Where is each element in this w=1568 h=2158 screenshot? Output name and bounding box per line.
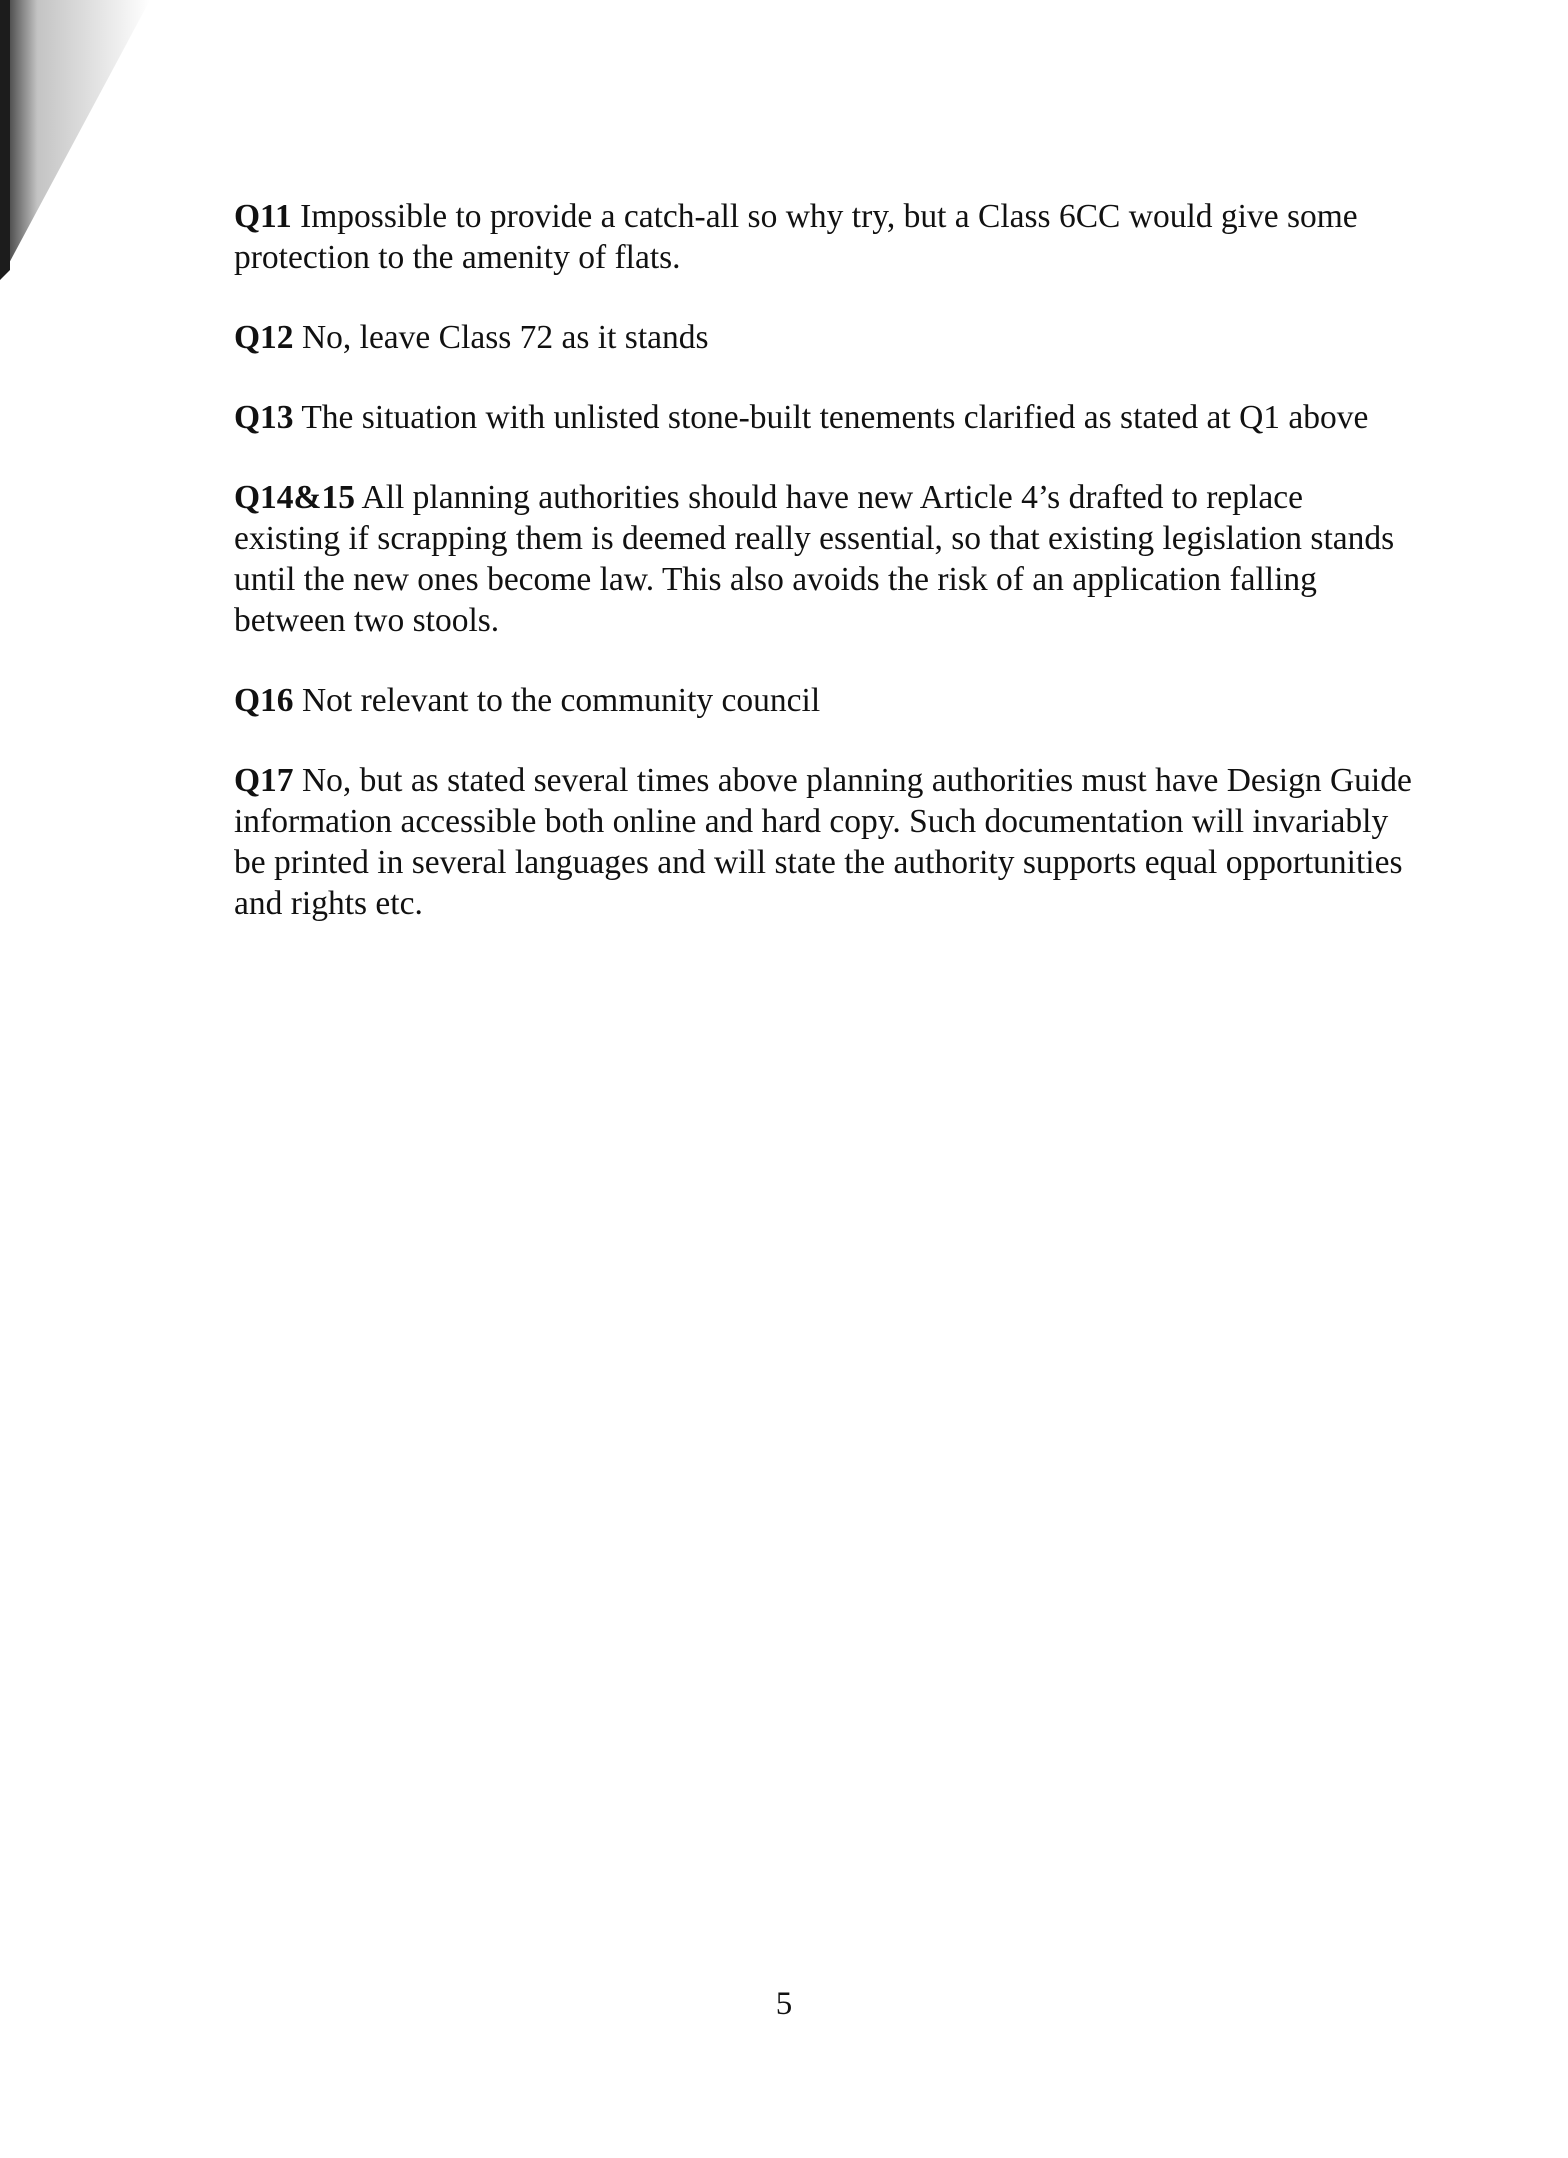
question-label-q12: Q12 bbox=[234, 319, 294, 356]
paragraph-q16 bbox=[234, 680, 1414, 721]
answer-text-q16: Not relevant to the community council bbox=[293, 682, 821, 719]
question-label-q11: Q11 bbox=[234, 198, 292, 235]
paragraph-q17 bbox=[234, 760, 1414, 924]
question-label-q16: Q16 bbox=[234, 682, 294, 719]
paragraph-q12 bbox=[234, 317, 1414, 358]
page-number: 5 bbox=[775, 1986, 793, 2022]
question-label-q13: Q13 bbox=[234, 399, 294, 436]
document-body bbox=[234, 196, 1414, 963]
scan-corner-shadow bbox=[0, 0, 160, 300]
paragraph-q11 bbox=[234, 196, 1414, 278]
answer-text-q12: No, leave Class 72 as it stands bbox=[293, 319, 709, 356]
answer-text-q11: Impossible to provide a catch-all so why try, but a Class 6CC would give some protection to the amenity of flats. bbox=[234, 198, 1358, 276]
answer-text-q13: The situation with unlisted stone-built tenements clarified as stated at Q1 above bbox=[293, 399, 1369, 436]
paragraph-q14-15 bbox=[234, 477, 1414, 641]
question-label-q17: Q17 bbox=[234, 762, 294, 799]
question-label-q14-15: Q14&15 bbox=[234, 479, 355, 516]
paragraph-q13 bbox=[234, 397, 1414, 438]
answer-text-q17: No, but as stated several times above planning authorities must have Design Guide information accessible both online and hard copy. Such documentation will invariably be printed in several languages and will state the authority supports equal opportunities and rights etc. bbox=[234, 762, 1412, 922]
answer-text-q14-15: All planning authorities should have new Article 4’s drafted to replace existing if scrapping them is deemed really essential, so that existing legislation stands until the new ones become law. This also avoids the risk of an application falling between two stools. bbox=[234, 479, 1395, 639]
